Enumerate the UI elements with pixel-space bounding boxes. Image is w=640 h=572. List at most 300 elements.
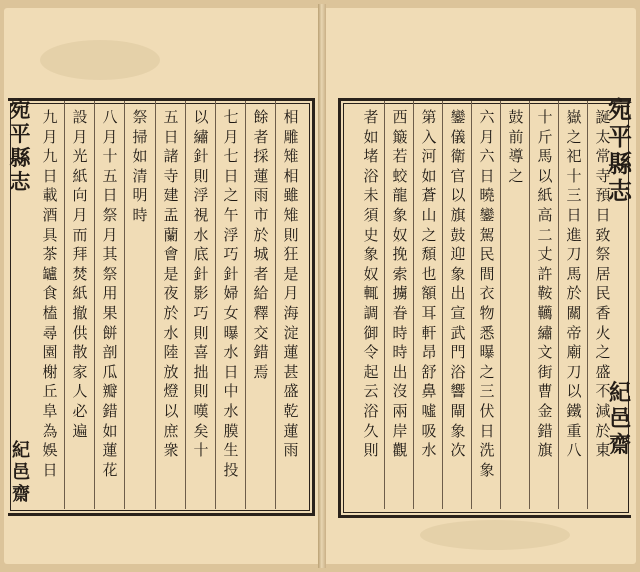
glyph: 調 [363,303,379,322]
glyph: 乾 [283,401,299,420]
glyph: 儀 [450,127,466,146]
text-column [503,108,529,186]
glyph: 民 [479,245,495,264]
glyph: 時 [392,343,408,362]
glyph: 岸 [392,421,408,440]
text-column [445,108,471,461]
glyph: 紙 [72,166,88,185]
glyph: 以 [450,186,466,205]
glyph: 交 [253,323,269,342]
glyph: 曹 [537,382,553,401]
glyph: 向 [72,186,88,205]
glyph: 淀 [283,323,299,342]
glyph: 海 [283,303,299,322]
glyph: 日 [102,186,118,205]
glyph: 令 [363,343,379,362]
glyph: 十 [102,147,118,166]
glyph: 祭 [132,108,148,126]
glyph: 會 [163,245,179,264]
glyph: 觀 [392,441,408,460]
glyph: 丈 [537,245,553,264]
glyph: 月 [72,205,88,224]
glyph: 生 [223,441,239,460]
glyph: 針 [193,264,209,283]
glyph: 曉 [479,186,495,205]
glyph: 須 [363,205,379,224]
glyph: 鑾 [450,108,466,126]
glyph: 悉 [479,323,495,342]
glyph: 丘 [42,382,58,401]
left-side-footer [10,440,32,506]
glyph: 高 [537,205,553,224]
glyph: 前 [508,127,524,146]
glyph: 寺 [163,166,179,185]
glyph: 設 [72,108,88,126]
column-rule [558,101,559,509]
glyph: 刀 [566,245,582,264]
glyph: 索 [392,264,408,283]
glyph: 平 [9,121,31,146]
glyph: 六 [479,108,495,126]
glyph: 蒼 [421,186,437,205]
glyph: 五 [163,108,179,126]
glyph: 衛 [450,147,466,166]
glyph: 月 [223,127,239,146]
glyph: 帝 [566,323,582,342]
glyph: 如 [363,127,379,146]
glyph: 於 [253,225,269,244]
glyph: 之 [479,362,495,381]
text-column [218,108,244,480]
glyph: 象 [392,205,408,224]
glyph: 也 [421,264,437,283]
glyph: 諸 [163,147,179,166]
glyph: 三 [479,382,495,401]
glyph: 衣 [479,284,495,303]
column-rule [275,101,276,509]
glyph: 燈 [163,382,179,401]
glyph: 紀 [12,440,30,461]
glyph: 東 [595,441,611,460]
glyph: 給 [253,284,269,303]
glyph: 蘭 [163,225,179,244]
glyph: 常 [595,147,611,166]
glyph: 迎 [450,245,466,264]
glyph: 錯 [537,421,553,440]
glyph: 中 [223,382,239,401]
glyph: 用 [102,284,118,303]
glyph: 兩 [392,401,408,420]
glyph: 日 [42,166,58,185]
glyph: 水 [421,441,437,460]
glyph: 進 [566,225,582,244]
glyph: 花 [102,460,118,479]
text-column [590,108,616,461]
glyph: 時 [392,323,408,342]
glyph: 舒 [421,362,437,381]
glyph: 浮 [223,225,239,244]
glyph: 嶽 [566,108,582,126]
glyph: 不 [595,382,611,401]
glyph: 針 [193,147,209,166]
glyph: 火 [595,323,611,342]
column-rule [64,101,65,509]
glyph: 閘 [450,401,466,420]
glyph: 日 [595,205,611,224]
glyph: 眷 [392,303,408,322]
glyph: 洗 [479,441,495,460]
glyph: 雨 [253,186,269,205]
glyph: 影 [193,284,209,303]
glyph: 八 [102,108,118,126]
glyph: 河 [421,147,437,166]
column-rule [442,101,443,509]
text-column [416,108,442,461]
glyph: 祭 [595,245,611,264]
glyph: 邑 [608,406,631,432]
glyph: 旗 [537,441,553,460]
glyph: 物 [479,303,495,322]
glyph: 則 [193,166,209,185]
glyph: 蓮 [102,441,118,460]
glyph: 武 [450,323,466,342]
glyph: 則 [193,323,209,342]
left-side-title [8,98,32,194]
glyph: 昂 [421,343,437,362]
glyph: 雖 [283,186,299,205]
glyph: 史 [363,225,379,244]
glyph: 擄 [392,284,408,303]
glyph: 之 [421,225,437,244]
glyph: 噓 [421,401,437,420]
glyph: 者 [363,108,379,126]
glyph: 日 [479,421,495,440]
glyph: 瓜 [102,362,118,381]
glyph: 邑 [12,462,30,483]
glyph: 焚 [72,264,88,283]
glyph: 繡 [193,127,209,146]
glyph: 是 [283,264,299,283]
glyph: 鼻 [421,382,437,401]
glyph: 頹 [421,245,437,264]
glyph: 於 [566,284,582,303]
glyph: 月 [479,127,495,146]
glyph: 廟 [566,343,582,362]
glyph: 御 [363,323,379,342]
glyph: 視 [193,205,209,224]
glyph: 浴 [363,401,379,420]
glyph: 簸 [392,127,408,146]
glyph: 者 [253,264,269,283]
glyph: 瓣 [102,382,118,401]
glyph: 九 [42,147,58,166]
glyph: 齋 [12,484,30,505]
glyph: 額 [421,284,437,303]
glyph: 市 [253,205,269,224]
glyph: 輒 [363,284,379,303]
glyph: 其 [102,245,118,264]
glyph: 七 [223,147,239,166]
glyph: 紀 [608,380,631,406]
text-column [188,108,214,461]
glyph: 狂 [283,245,299,264]
glyph: 關 [566,303,582,322]
column-rule [155,101,156,509]
glyph: 紙 [537,186,553,205]
glyph: 午 [223,205,239,224]
glyph: 而 [72,225,88,244]
glyph: 致 [595,225,611,244]
glyph: 日 [42,460,58,479]
glyph: 六 [479,147,495,166]
glyph: 官 [450,166,466,185]
glyph: 久 [363,421,379,440]
glyph: 雉 [283,147,299,166]
column-rule [529,101,530,509]
glyph: 祀 [566,147,582,166]
glyph: 以 [566,382,582,401]
column-rule [384,101,385,509]
glyph: 餘 [253,108,269,126]
text-column [387,108,413,461]
glyph: 平 [608,122,632,151]
glyph: 馬 [537,147,553,166]
glyph: 日 [223,362,239,381]
paper-stain [40,40,160,80]
glyph: 錯 [253,343,269,362]
glyph: 雨 [283,441,299,460]
glyph: 刀 [566,362,582,381]
text-column [561,108,587,461]
glyph: 清 [132,166,148,185]
glyph: 遍 [72,421,88,440]
glyph: 文 [537,343,553,362]
glyph: 月 [102,225,118,244]
column-rule [500,101,501,509]
glyph: 則 [193,382,209,401]
glyph: 響 [450,382,466,401]
glyph: 庶 [163,421,179,440]
text-column [127,108,153,226]
glyph: 以 [163,401,179,420]
glyph: 齋 [608,432,631,458]
glyph: 以 [537,166,553,185]
glyph: 則 [283,225,299,244]
glyph: 象 [479,460,495,479]
glyph: 志 [9,169,31,194]
glyph: 蓮 [283,421,299,440]
glyph: 旗 [450,205,466,224]
glyph: 相 [283,166,299,185]
glyph: 堵 [363,147,379,166]
glyph: 喜 [193,343,209,362]
glyph: 衆 [163,441,179,460]
glyph: 撤 [72,303,88,322]
glyph: 耳 [421,303,437,322]
column-rule [215,101,216,509]
glyph: 光 [72,147,88,166]
glyph: 祭 [102,205,118,224]
glyph: 城 [253,245,269,264]
glyph: 建 [163,186,179,205]
glyph: 雉 [283,205,299,224]
glyph: 云 [363,382,379,401]
glyph: 釋 [253,303,269,322]
column-rule [587,101,588,509]
glyph: 水 [193,225,209,244]
text-column [97,108,123,480]
glyph: 娛 [42,441,58,460]
glyph: 盂 [163,205,179,224]
glyph: 之 [595,343,611,362]
glyph: 陸 [163,343,179,362]
glyph: 日 [223,166,239,185]
glyph: 人 [72,382,88,401]
column-rule [413,101,414,509]
glyph: 象 [363,245,379,264]
glyph: 巧 [223,245,239,264]
glyph: 者 [253,127,269,146]
glyph: 月 [283,284,299,303]
glyph: 具 [42,225,58,244]
glyph: 則 [363,441,379,460]
glyph: 鐵 [566,401,582,420]
glyph: 矣 [193,421,209,440]
glyph: 水 [163,323,179,342]
glyph: 入 [421,127,437,146]
glyph: 盛 [283,382,299,401]
glyph: 針 [223,264,239,283]
glyph: 水 [223,343,239,362]
glyph: 西 [392,108,408,126]
glyph: 之 [223,186,239,205]
column-rule [124,101,125,509]
column-rule [245,101,246,509]
glyph: 採 [253,147,269,166]
glyph: 之 [566,127,582,146]
glyph: 月 [102,127,118,146]
glyph: 之 [508,166,524,185]
glyph: 於 [163,303,179,322]
glyph: 蛟 [392,166,408,185]
glyph: 志 [608,176,632,205]
glyph: 馬 [566,264,582,283]
glyph: 罏 [42,264,58,283]
glyph: 香 [595,303,611,322]
glyph: 第 [421,108,437,126]
glyph: 奴 [363,264,379,283]
text-column [158,108,184,461]
glyph: 日 [479,166,495,185]
glyph: 日 [163,127,179,146]
glyph: 盛 [595,362,611,381]
column-rule [185,101,186,509]
glyph: 曝 [223,323,239,342]
glyph: 如 [102,421,118,440]
glyph: 二 [537,225,553,244]
glyph: 奴 [392,225,408,244]
text-column [358,108,384,461]
glyph: 誕 [595,108,611,126]
glyph: 鞍 [537,284,553,303]
glyph: 拜 [72,245,88,264]
text-column [248,108,274,382]
glyph: 於 [595,421,611,440]
glyph: 甚 [283,362,299,381]
glyph: 散 [72,343,88,362]
glyph: 斤 [537,127,553,146]
glyph: 繡 [537,323,553,342]
glyph: 居 [595,264,611,283]
glyph: 浮 [193,186,209,205]
glyph: 縣 [608,149,632,178]
glyph: 鼓 [450,225,466,244]
glyph: 紙 [72,284,88,303]
glyph: 蓮 [253,166,269,185]
glyph: 預 [595,186,611,205]
glyph: 十 [193,441,209,460]
glyph: 時 [132,205,148,224]
glyph: 縣 [9,145,31,170]
glyph: 明 [132,186,148,205]
book-gutter [318,4,326,568]
glyph: 蓮 [283,343,299,362]
glyph: 投 [223,460,239,479]
glyph: 尋 [42,323,58,342]
glyph: 雕 [283,127,299,146]
glyph: 間 [479,264,495,283]
glyph: 若 [392,147,408,166]
glyph: 三 [566,186,582,205]
glyph: 民 [595,284,611,303]
glyph: 夜 [163,284,179,303]
glyph: 導 [508,147,524,166]
glyph: 食 [42,284,58,303]
glyph: 起 [363,362,379,381]
glyph: 伏 [479,401,495,420]
glyph: 七 [223,108,239,126]
glyph: 焉 [253,362,269,381]
glyph: 出 [450,284,466,303]
paper-stain [420,520,570,550]
glyph: 日 [566,205,582,224]
glyph: 水 [223,401,239,420]
glyph: 挽 [392,245,408,264]
glyph: 金 [537,401,553,420]
glyph: 五 [102,166,118,185]
column-rule [94,101,95,509]
text-column [67,108,93,441]
glyph: 浴 [450,362,466,381]
glyph: 宛 [9,97,31,122]
glyph: 吸 [421,421,437,440]
glyph: 載 [42,186,58,205]
glyph: 膜 [223,421,239,440]
glyph: 放 [163,362,179,381]
glyph: 月 [42,127,58,146]
glyph: 榼 [42,303,58,322]
glyph: 十 [566,166,582,185]
glyph: 宣 [450,303,466,322]
glyph: 相 [283,108,299,126]
glyph: 象 [450,264,466,283]
glyph: 山 [421,205,437,224]
glyph: 果 [102,303,118,322]
glyph: 駕 [479,225,495,244]
glyph: 出 [392,362,408,381]
glyph: 曝 [479,343,495,362]
glyph: 酒 [42,205,58,224]
